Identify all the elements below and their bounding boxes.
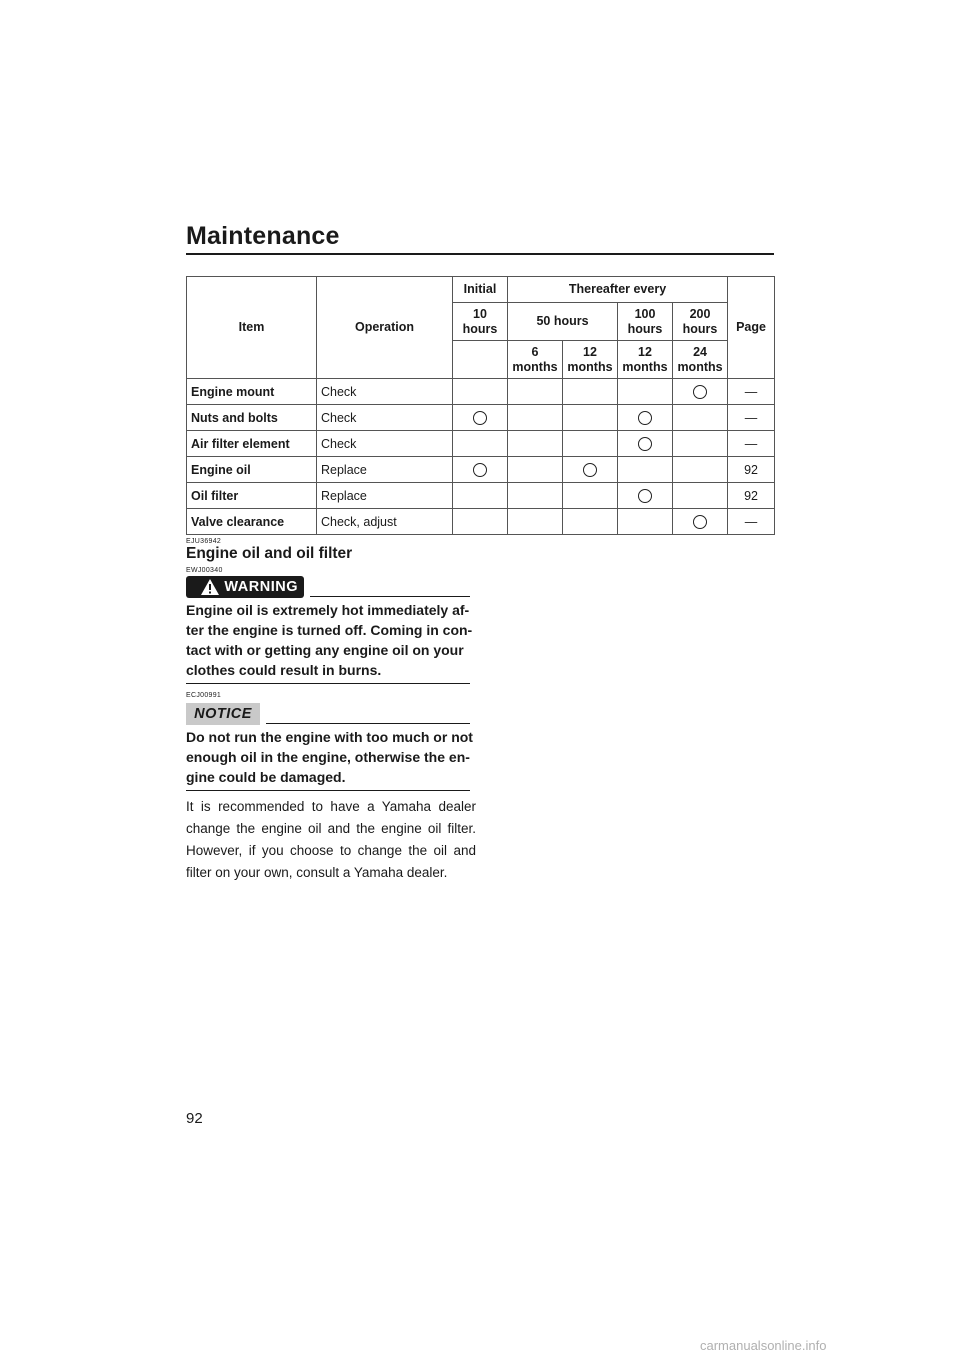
row-item: Engine mount — [187, 379, 317, 405]
mark-cell — [563, 457, 618, 483]
mark-cell — [453, 405, 508, 431]
header-initial: Initial — [453, 277, 508, 303]
page-number: 92 — [186, 1110, 203, 1127]
mark-cell — [673, 431, 728, 457]
row-item: Air filter element — [187, 431, 317, 457]
header-50-hours: 50 hours — [508, 303, 618, 341]
mark-cell — [673, 483, 728, 509]
page-title: Maintenance — [186, 222, 340, 250]
mark-cell — [618, 431, 673, 457]
header-12-months-a: 12 months — [563, 341, 618, 379]
header-blank — [453, 341, 508, 379]
mark-cell — [618, 457, 673, 483]
header-item: Item — [187, 277, 317, 379]
row-page: — — [728, 509, 775, 535]
watermark: carmanualsonline.info — [700, 1338, 827, 1353]
mark-cell — [563, 431, 618, 457]
header-24-months: 24 months — [673, 341, 728, 379]
row-item: Engine oil — [187, 457, 317, 483]
mark-cell — [563, 509, 618, 535]
title-rule — [186, 253, 774, 255]
check-circle-icon — [693, 385, 707, 399]
warning-triangle-icon — [200, 578, 220, 596]
row-operation: Check — [317, 379, 453, 405]
mark-cell — [563, 405, 618, 431]
mark-cell — [508, 483, 563, 509]
row-page: — — [728, 405, 775, 431]
table-row — [187, 509, 775, 535]
mark-cell — [453, 457, 508, 483]
mark-cell — [453, 379, 508, 405]
header-thereafter: Thereafter every — [508, 277, 728, 303]
mark-cell — [563, 379, 618, 405]
warning-top-rule — [310, 596, 470, 597]
check-circle-icon — [638, 489, 652, 503]
row-page: 92 — [728, 457, 775, 483]
mark-cell — [508, 457, 563, 483]
mark-cell — [673, 457, 728, 483]
mark-cell — [453, 431, 508, 457]
mark-cell — [508, 431, 563, 457]
check-circle-icon — [638, 411, 652, 425]
table-row — [187, 483, 775, 509]
header-12-months-b: 12 months — [618, 341, 673, 379]
row-item: Nuts and bolts — [187, 405, 317, 431]
header-10-hours: 10 hours — [453, 303, 508, 341]
table-row — [187, 431, 775, 457]
table-row — [187, 379, 775, 405]
row-operation: Check — [317, 431, 453, 457]
mark-cell — [508, 405, 563, 431]
mark-cell — [563, 483, 618, 509]
check-circle-icon — [693, 515, 707, 529]
notice-badge — [186, 703, 260, 725]
header-200-hours: 200 hours — [673, 303, 728, 341]
mark-cell — [618, 509, 673, 535]
row-operation: Check — [317, 405, 453, 431]
check-circle-icon — [473, 411, 487, 425]
row-page: — — [728, 431, 775, 457]
mark-cell — [453, 509, 508, 535]
warning-text: Engine oil is extremely hot immediately af-ter the engine is turned off. Coming in con-tact with or getting any engine oil on your clothes could result in burns. — [186, 602, 473, 678]
check-circle-icon — [638, 437, 652, 451]
warning-label: WARNING — [224, 579, 298, 595]
check-circle-icon — [473, 463, 487, 477]
mark-cell — [618, 483, 673, 509]
warning-badge — [186, 576, 304, 598]
notice-label: NOTICE — [194, 706, 252, 722]
mark-cell — [618, 379, 673, 405]
row-item: Valve clearance — [187, 509, 317, 535]
row-page: 92 — [728, 483, 775, 509]
mark-cell — [508, 379, 563, 405]
header-page: Page — [728, 277, 775, 379]
notice-text: Do not run the engine with too much or not enough oil in the engine, otherwise the en-gine could be damaged. — [186, 729, 473, 785]
maintenance-schedule-table — [186, 276, 775, 535]
header-operation: Operation — [317, 277, 453, 379]
header-6-months: 6 months — [508, 341, 563, 379]
mark-cell — [508, 509, 563, 535]
notice-bottom-rule — [186, 790, 470, 791]
section-code: EJU36942 — [186, 538, 222, 545]
mark-cell — [673, 405, 728, 431]
header-100-hours: 100 hours — [618, 303, 673, 341]
mark-cell — [673, 379, 728, 405]
row-page: — — [728, 379, 775, 405]
notice-code: ECJ00991 — [186, 692, 222, 699]
notice-top-rule — [266, 723, 470, 724]
section-title: Engine oil and oil filter — [186, 545, 353, 562]
check-circle-icon — [583, 463, 597, 477]
row-operation: Replace — [317, 483, 453, 509]
mark-cell — [453, 483, 508, 509]
row-operation: Replace — [317, 457, 453, 483]
warning-code: EWJ00340 — [186, 567, 223, 574]
row-item: Oil filter — [187, 483, 317, 509]
mark-cell — [618, 405, 673, 431]
table-row — [187, 457, 775, 483]
row-operation: Check, adjust — [317, 509, 453, 535]
mark-cell — [673, 509, 728, 535]
warning-bottom-rule — [186, 683, 470, 684]
body-paragraph: It is recommended to have a Yamaha dealer change the engine oil and the engine oil filter. However, if you choose to change the oil and filter on your own, consult a Yamaha dealer. — [186, 799, 476, 880]
table-row — [187, 405, 775, 431]
